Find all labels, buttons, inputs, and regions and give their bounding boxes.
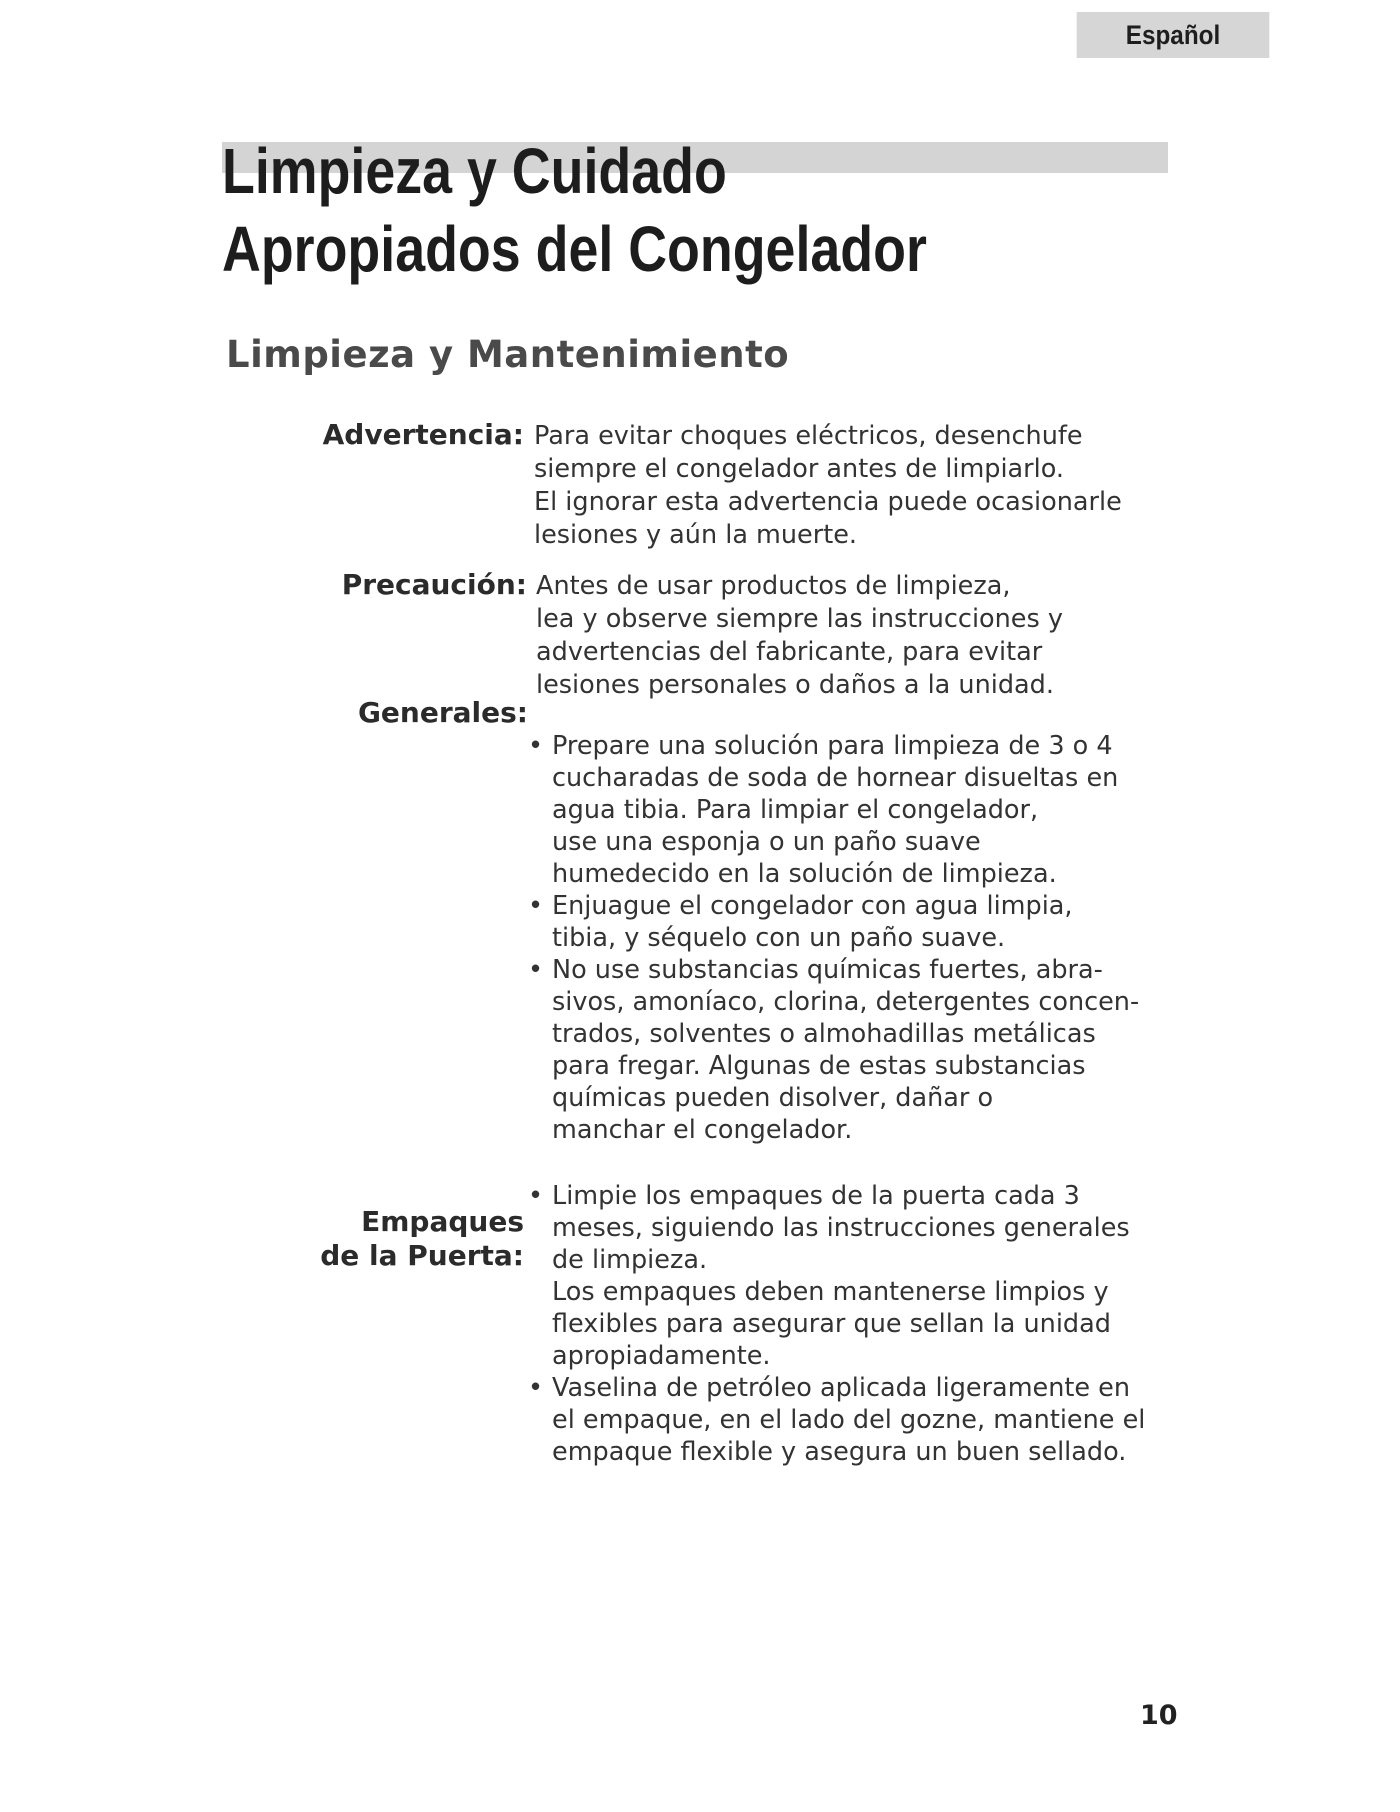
text-line: meses, siguiendo las instrucciones generales xyxy=(552,1213,1130,1243)
text-line: Antes de usar productos de limpieza, xyxy=(536,571,1011,601)
general-label: Generales: xyxy=(357,696,528,729)
text-line: Limpie los empaques de la puerta cada 3 xyxy=(552,1181,1080,1211)
language-tab: Español xyxy=(1077,12,1270,58)
text-line: agua tibia. Para limpiar el congelador, xyxy=(552,795,1039,825)
caution-text xyxy=(536,570,1176,702)
text-line: Prepare una solución para limpieza de 3 o 4 xyxy=(552,731,1113,761)
text-line: químicas pueden disolver, dañar o xyxy=(552,1083,994,1113)
text-line: lesiones personales o daños a la unidad. xyxy=(536,670,1054,700)
text-line: flexibles para asegurar que sellan la unidad xyxy=(552,1309,1111,1339)
text-line: siempre el congelador antes de limpiarlo. xyxy=(534,454,1065,484)
bullet-icon: • xyxy=(528,1181,544,1211)
bullet-icon: • xyxy=(528,1373,544,1403)
general-bullet-list xyxy=(528,730,1168,1146)
bullet-icon: • xyxy=(528,955,544,985)
warning-label: Advertencia: xyxy=(322,418,524,451)
list-item xyxy=(528,1180,1178,1372)
text-line: el empaque, en el lado del gozne, mantiene el xyxy=(552,1405,1146,1435)
text-line: advertencias del fabricante, para evitar xyxy=(536,637,1043,667)
text-line: humedecido en la solución de limpieza. xyxy=(552,859,1057,889)
page-title xyxy=(222,132,927,288)
caution-label: Precaución: xyxy=(341,568,527,601)
text-line: de limpieza. xyxy=(552,1245,708,1275)
gaskets-label xyxy=(300,1205,524,1273)
text-line: No use substancias químicas fuertes, abra- xyxy=(552,955,1103,985)
list-item xyxy=(528,730,1168,890)
text-line: lea y observe siempre las instrucciones y xyxy=(536,604,1063,634)
gaskets-bullet-list xyxy=(528,1180,1178,1468)
page-title-line-1: Limpieza y Cuidado xyxy=(222,135,727,207)
text-line: Vaselina de petróleo aplicada ligeramente en xyxy=(552,1373,1131,1403)
list-item xyxy=(528,890,1168,954)
bullet-icon: • xyxy=(528,891,544,921)
text-line: para fregar. Algunas de estas substancias xyxy=(552,1051,1086,1081)
bullet-icon: • xyxy=(528,731,544,761)
gaskets-label-line-1: Empaques xyxy=(361,1205,524,1238)
text-line: cucharadas de soda de hornear disueltas en xyxy=(552,763,1119,793)
text-line: empaque flexible y asegura un buen sellado. xyxy=(552,1437,1127,1467)
text-line: Para evitar choques eléctricos, desenchufe xyxy=(534,421,1083,451)
page-number: 10 xyxy=(1140,1700,1178,1731)
list-item xyxy=(528,954,1168,1146)
gaskets-label-line-2: de la Puerta: xyxy=(320,1239,524,1272)
text-line: lesiones y aún la muerte. xyxy=(534,520,858,550)
text-line: use una esponja o un paño suave xyxy=(552,827,981,857)
text-line: tibia, y séquelo con un paño suave. xyxy=(552,923,1006,953)
text-line: Enjuague el congelador con agua limpia, xyxy=(552,891,1073,921)
text-line: apropiadamente. xyxy=(552,1341,771,1371)
warning-text xyxy=(534,420,1174,552)
text-line: manchar el congelador. xyxy=(552,1115,853,1145)
text-line: El ignorar esta advertencia puede ocasionarle xyxy=(534,487,1122,517)
list-item xyxy=(528,1372,1178,1468)
section-title: Limpieza y Mantenimiento xyxy=(226,333,790,376)
text-line: trados, solventes o almohadillas metálicas xyxy=(552,1019,1096,1049)
text-line: sivos, amoníaco, clorina, detergentes concen- xyxy=(552,987,1140,1017)
text-line: Los empaques deben mantenerse limpios y xyxy=(552,1277,1109,1307)
page-title-line-2: Apropiados del Congelador xyxy=(222,213,927,285)
